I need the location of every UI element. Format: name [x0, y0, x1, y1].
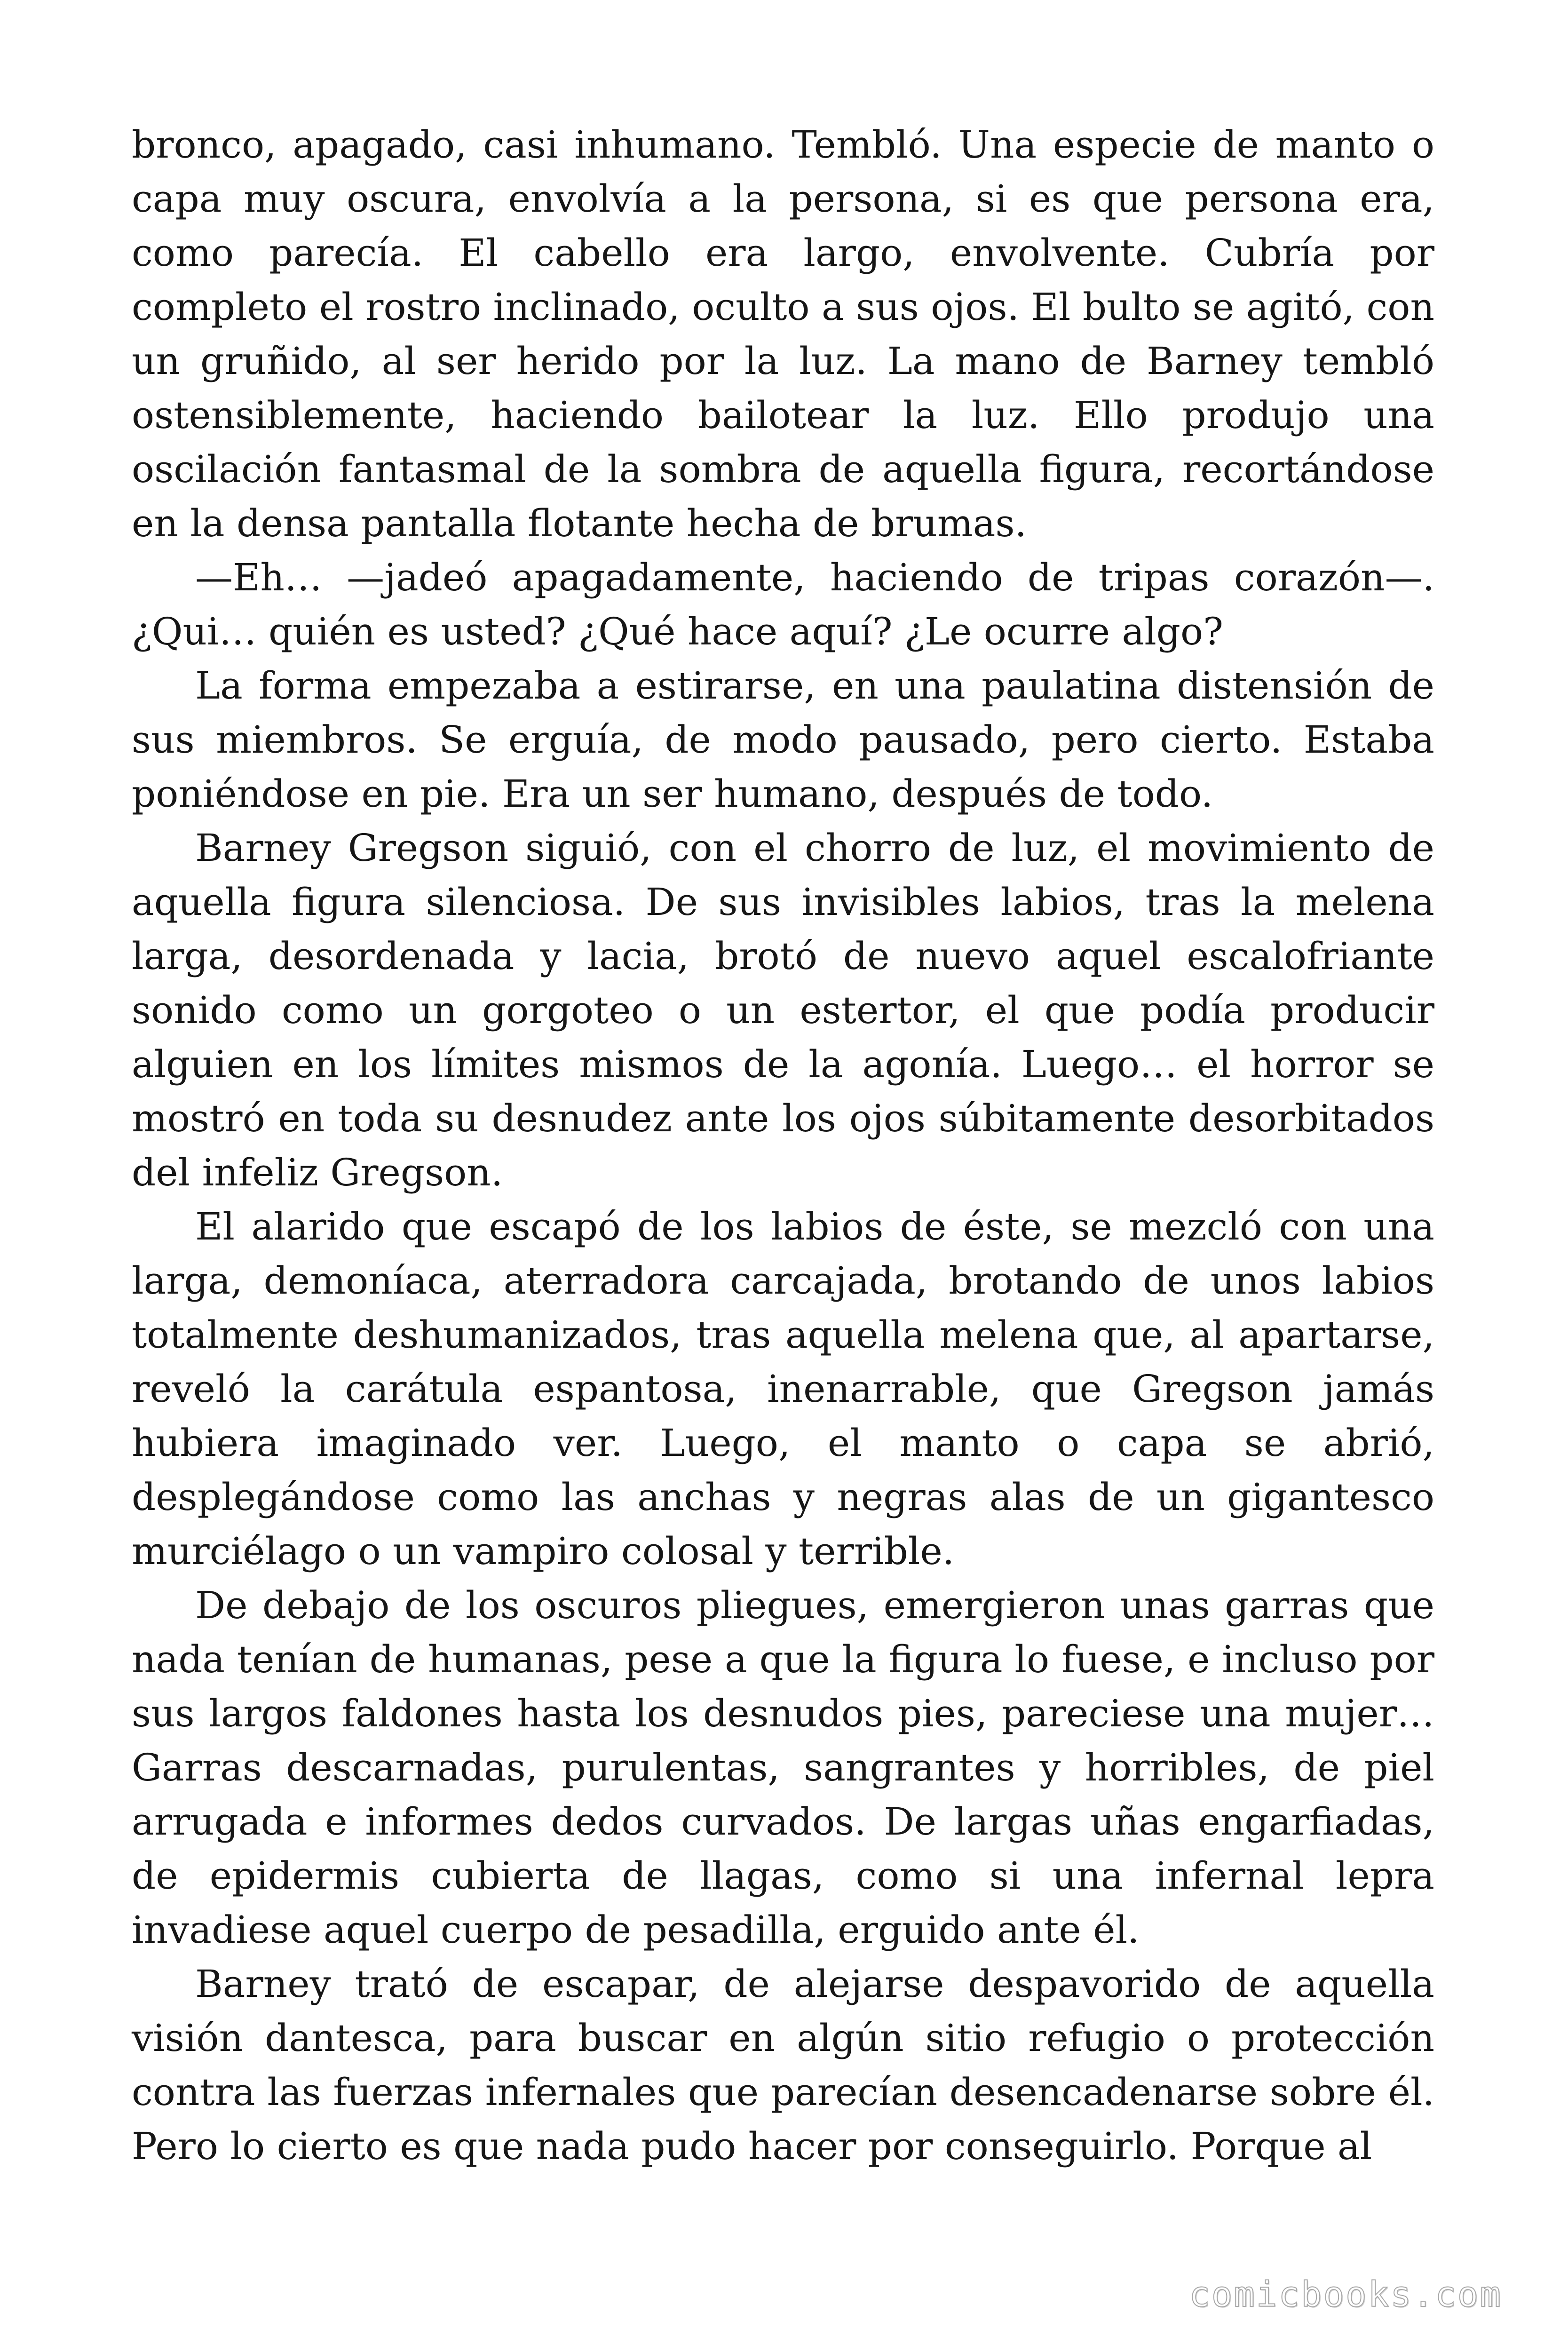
paragraph-4: Barney Gregson siguió, con el chorro de luz, el movimiento de aquella figura silenciosa. De sus invisibles labios, tras la melena larga, desordenada y lacia, brotó de nuevo aquel escalofriante sonido como un gorgoteo o un estertor, el que podía producir alguien en los límites mismos de la agonía. Luego… el horror se mostró en toda su desnudez ante los ojos súbitamente desorbitados del infeliz Gregson. — [132, 826, 1434, 1194]
watermark-logo: comicbooks.com — [1189, 2274, 1502, 2315]
paragraph-7: Barney trató de escapar, de alejarse despavorido de aquella visión dantesca, para buscar en algún sitio refugio o protección contra las fuerzas infernales que parecían desencadenarse sobre él. Pero lo cierto es que nada pudo hacer por conseguirlo. Porque al — [132, 1962, 1434, 2168]
paragraph-5: El alarido que escapó de los labios de éste, se mezcló con una larga, demoníaca, aterradora carcajada, brotando de unos labios totalmente deshumanizados, tras aquella melena que, al apartarse, reveló la carátula espantosa, inenarrable, que Gregson jamás hubiera imaginado ver. Luego, el manto o capa se abrió, desplegándose como las anchas y negras alas de un gigantesco murciélago o un vampiro colosal y terrible. — [132, 1205, 1434, 1573]
paragraph-3: La forma empezaba a estirarse, en una paulatina distensión de sus miembros. Se erguía, de modo pausado, pero cierto. Estaba poniéndose en pie. Era un ser humano, después de todo. — [132, 664, 1434, 816]
paragraph-2-dialogue: —Eh… —jadeó apagadamente, haciendo de tripas corazón—. ¿Qui… quién es usted? ¿Qué hace aquí? ¿Le ocurre algo? — [132, 556, 1434, 653]
paragraph-1: bronco, apagado, casi inhumano. Tembló. Una especie de manto o capa muy oscura, envolvía a la persona, si es que persona era, como parecía. El cabello era largo, envolvente. Cubría por completo el rostro inclinado, oculto a sus ojos. El bulto se agitó, con un gruñido, al ser herido por la luz. La mano de Barney tembló ostensiblemente, haciendo bailotear la luz. Ello produjo una oscilación fantasmal de la sombra de aquella figura, recortándose en la densa pantalla flotante hecha de brumas. — [132, 123, 1434, 545]
body-text — [132, 118, 1434, 2173]
paragraph-6: De debajo de los oscuros pliegues, emergieron unas garras que nada tenían de humanas, pese a que la figura lo fuese, e incluso por sus largos faldones hasta los desnudos pies, pareciese una mujer… Garras descarnadas, purulentas, sangrantes y horribles, de piel arrugada e informes dedos curvados. De largas uñas engarfiadas, de epidermis cubierta de llagas, como si una infernal lepra invadiese aquel cuerpo de pesadilla, erguido ante él. — [132, 1583, 1434, 1952]
